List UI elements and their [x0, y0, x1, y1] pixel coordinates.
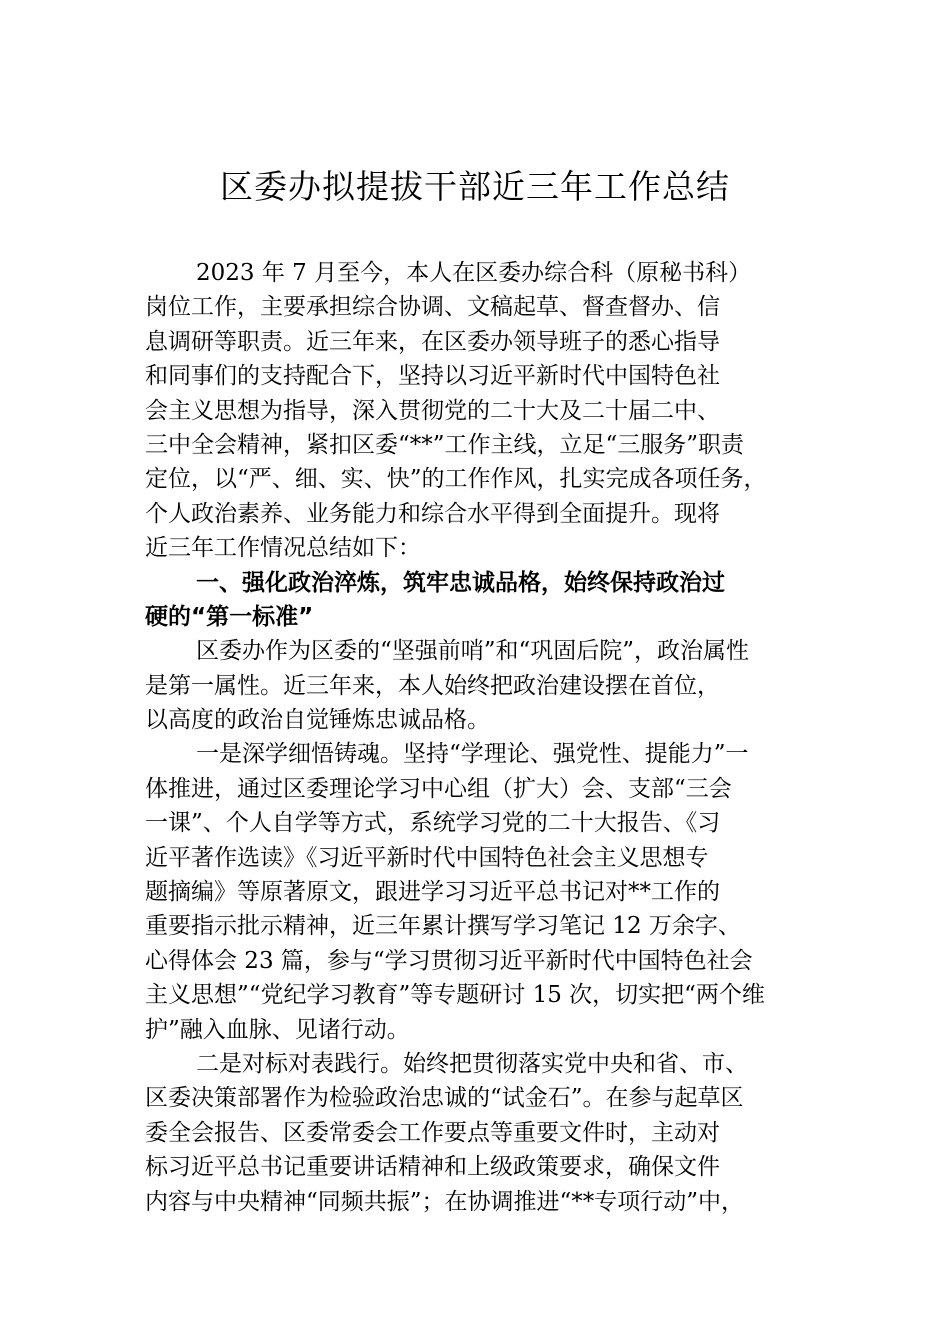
- document-title: 区委办拟提拔干部近三年工作总结: [220, 167, 730, 206]
- body-text-line: 以高度的政治自觉锤炼忠诚品格。: [145, 707, 490, 734]
- body-text-line: 委全会报告、区委常委会工作要点等重要文件时，主动对: [145, 1119, 720, 1146]
- body-text-line: 体推进，通过区委理论学习中心组（扩大）会、支部“三会: [145, 775, 732, 802]
- body-text-line: 一课”、个人自学等方式，系统学习党的二十大报告、《习: [145, 810, 721, 837]
- document-body: [145, 256, 815, 1219]
- body-text-line: 内容与中央精神“同频共振”；在协调推进“**专项行动”中，: [145, 1188, 745, 1215]
- body-text-line: 息调研等职责。近三年来，在区委办领导班子的悉心指导: [145, 328, 720, 355]
- body-text-line: 主义思想”“党纪学习教育”等专题研讨 15 次，切实把“两个维: [145, 982, 765, 1009]
- body-text-line: 近三年工作情况总结如下：: [145, 535, 421, 562]
- body-text-line: 二是对标对表践行。始终把贯彻落实党中央和省、市、: [196, 1050, 748, 1077]
- body-text-line: 和同事们的支持配合下，坚持以习近平新时代中国特色社: [145, 363, 720, 390]
- body-text-line: 标习近平总书记重要讲话精神和上级政策要求，确保文件: [145, 1154, 720, 1181]
- body-text-line: 岗位工作，主要承担综合协调、文稿起草、督查督办、信: [145, 294, 720, 321]
- section-heading-line: 一、强化政治淬炼，筑牢忠诚品格，始终保持政治过: [196, 569, 725, 596]
- body-text-line: 会主义思想为指导，深入贯彻党的二十大及二十届二中、: [145, 397, 720, 424]
- body-text-line: 区委办作为区委的“坚强前哨”和“巩固后院”，政治属性: [196, 638, 750, 665]
- body-text-line: 区委决策部署作为检验政治忠诚的“试金石”。在参与起草区: [145, 1085, 744, 1112]
- body-text-line: 2023 年 7 月至今，本人在区委办综合科（原秘书科）: [196, 260, 752, 286]
- body-text-line: 个人政治素养、业务能力和综合水平得到全面提升。现将: [145, 500, 720, 527]
- body-text-line: 题摘编》等原著原文，跟进学习习近平总书记对**工作的: [145, 879, 720, 906]
- body-text-line: 近平著作选读》《习近平新时代中国特色社会主义思想专: [145, 844, 709, 871]
- body-text-line: 定位，以“严、细、实、快”的工作作风，扎实完成各项任务，: [145, 466, 767, 493]
- body-text-line: 护”融入血脉、见诸行动。: [145, 1016, 410, 1043]
- body-text-line: 心得体会 23 篇，参与“学习贯彻习近平新时代中国特色社会: [145, 947, 753, 974]
- body-text-line: 是第一属性。近三年来，本人始终把政治建设摆在首位，: [145, 672, 720, 699]
- body-text-line: 一是深学细悟铸魂。坚持“学理论、强党性、提能力”一: [196, 741, 749, 768]
- body-text-line: 三中全会精神，紧扣区委“**”工作主线，立足“三服务”职责: [145, 431, 745, 458]
- body-text-line: 重要指示批示精神，近三年累计撰写学习笔记 12 万余字、: [145, 913, 741, 940]
- section-heading-line: 硬的“第一标准”: [145, 603, 314, 630]
